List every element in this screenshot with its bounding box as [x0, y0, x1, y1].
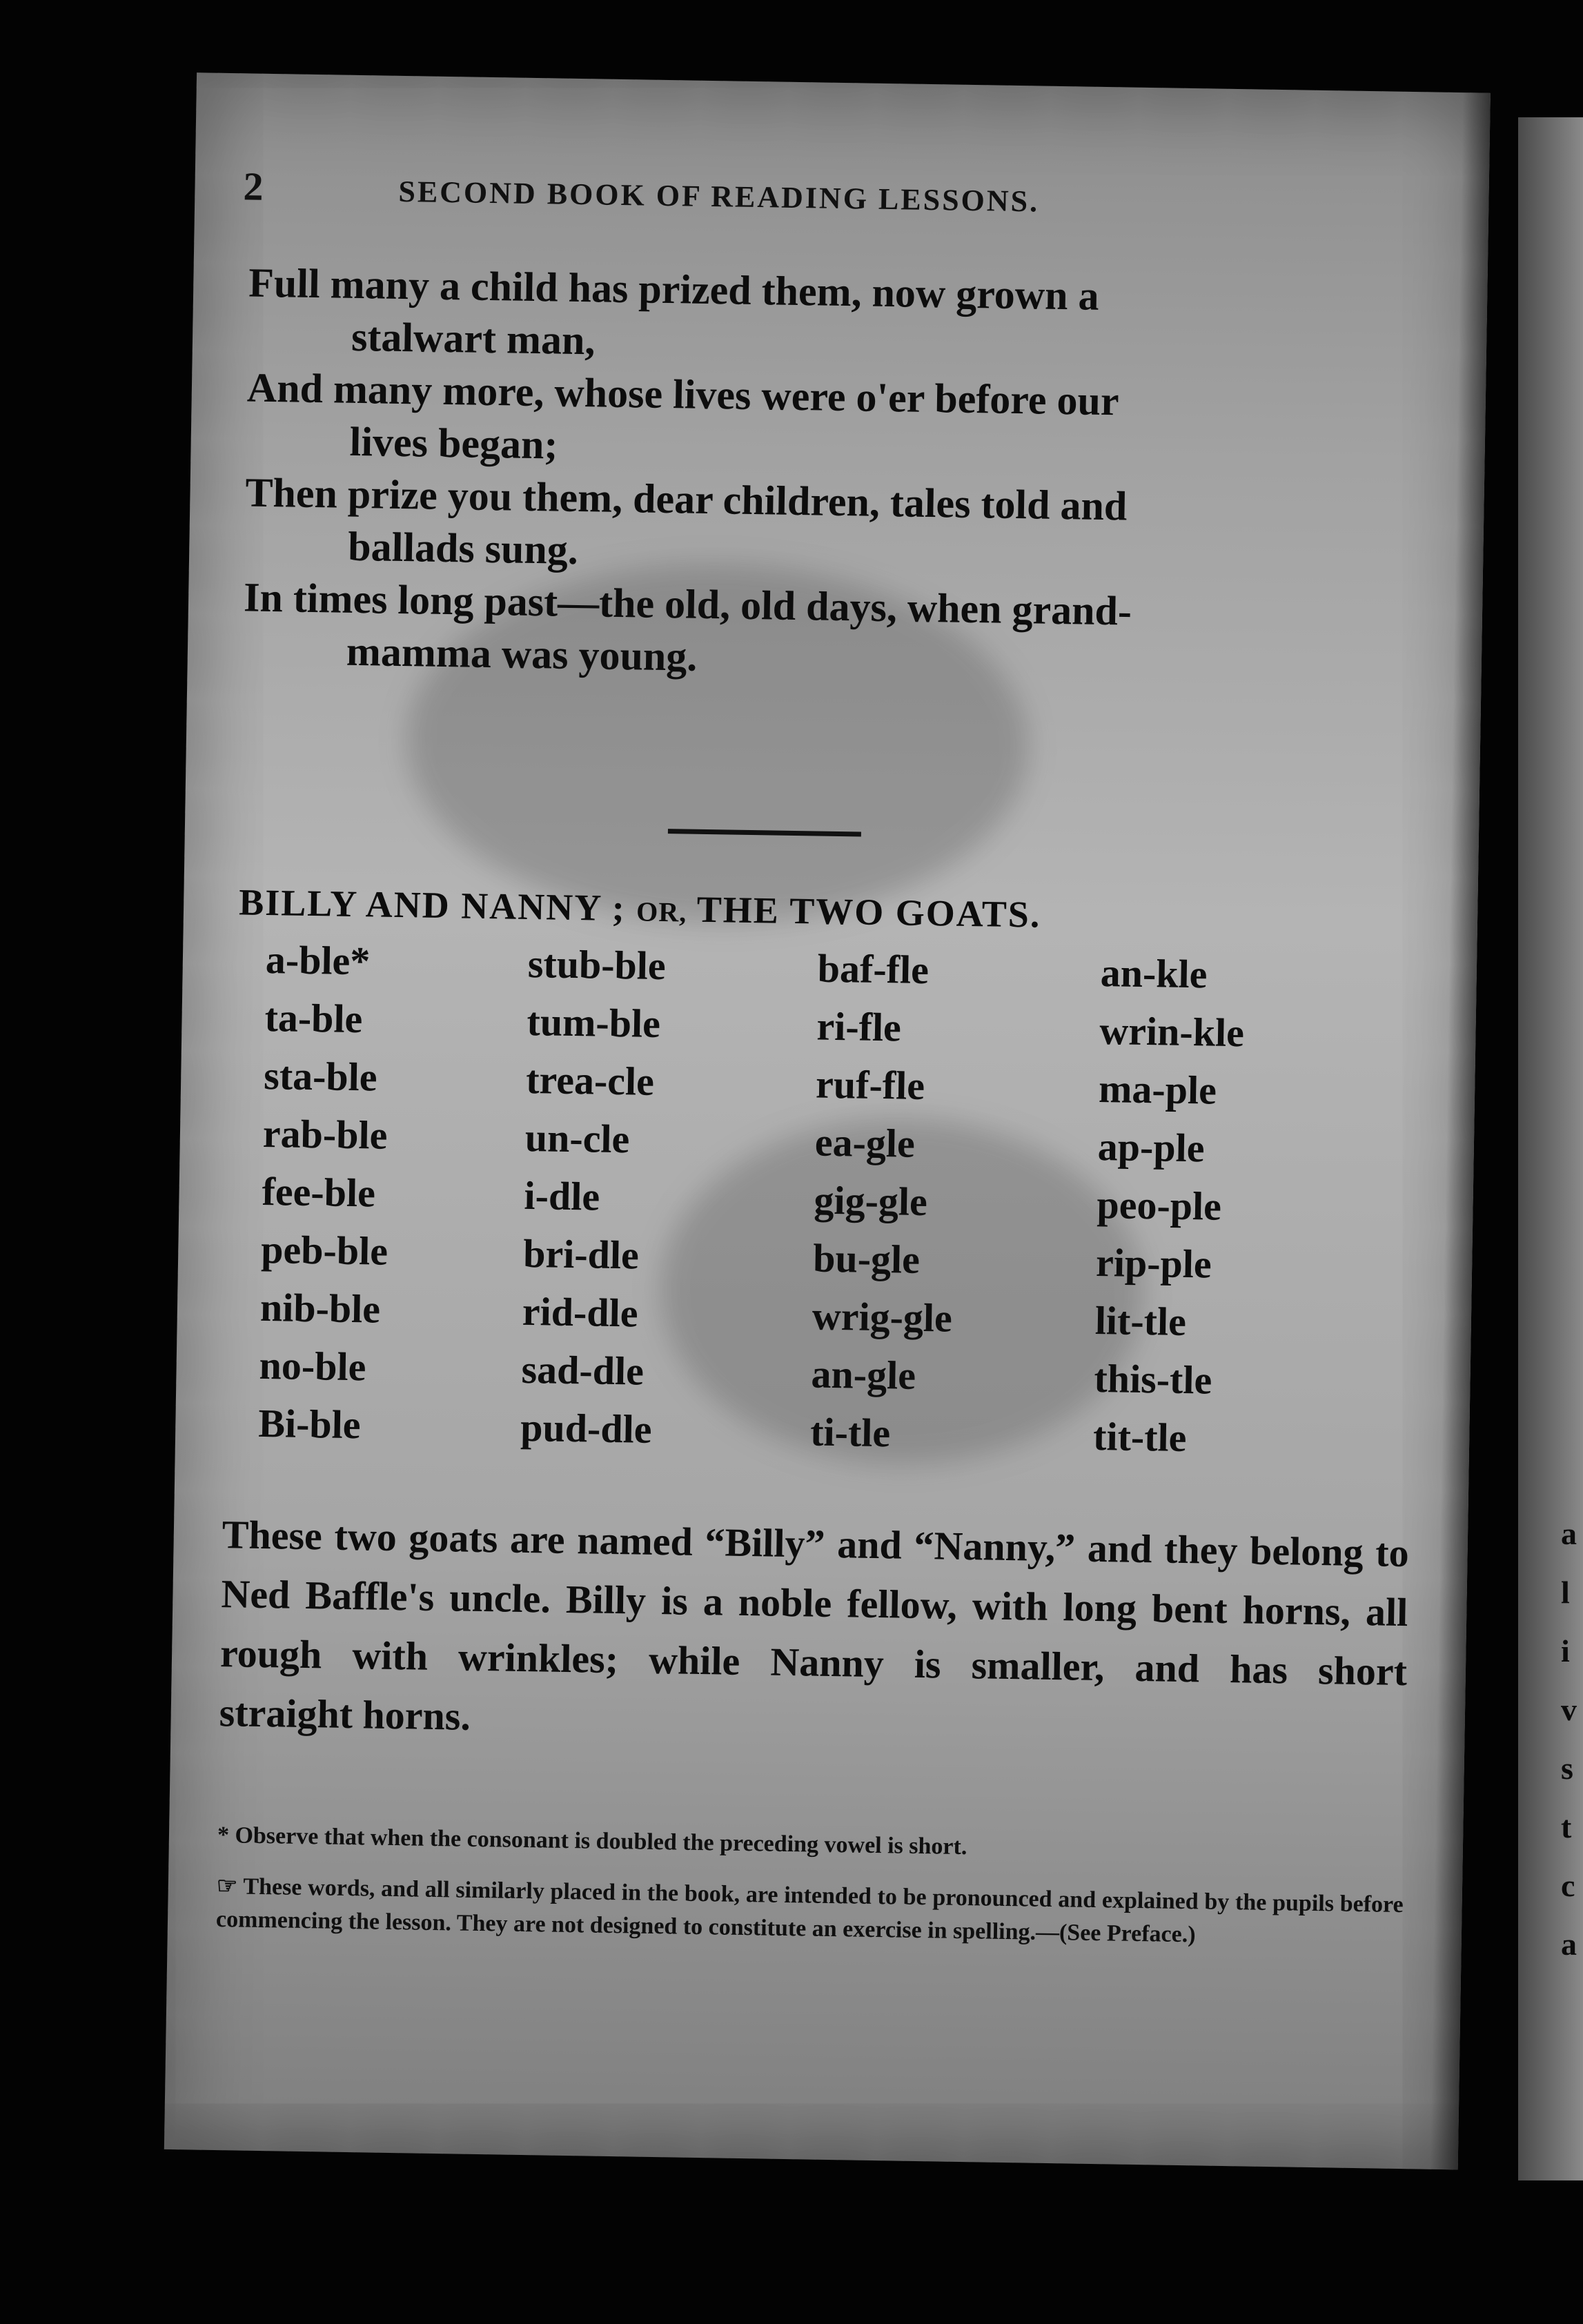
word-item: ap-ple: [1097, 1123, 1206, 1171]
page-number: 2: [243, 164, 264, 209]
poem-line: Full many a child has prized them, now grown a: [248, 259, 1100, 319]
facing-letter: i: [1561, 1633, 1570, 1668]
word-item: a-ble*: [265, 937, 371, 984]
lesson-title-main: BILLY AND NANNY: [238, 881, 602, 929]
word-item: bu-gle: [812, 1235, 921, 1282]
word-column: [258, 936, 529, 1462]
footnote-doubled-consonant: * Observe that when the consonant is doubled the preceding vowel is short.: [217, 1822, 967, 1860]
poem-line: Then prize you them, dear children, tales told and: [245, 469, 1128, 529]
word-item: an-kle: [1100, 950, 1208, 997]
facing-letter: t: [1561, 1809, 1572, 1844]
word-item: tit-tle: [1092, 1413, 1187, 1461]
lesson-title-or: OR,: [636, 896, 687, 928]
word-item: rid-dle: [522, 1288, 639, 1336]
word-item: fee-ble: [262, 1168, 376, 1216]
spelling-word-list: [230, 936, 1425, 1499]
word-item: pud-dle: [520, 1404, 653, 1452]
word-item: tum-ble: [527, 998, 661, 1046]
word-column: [1092, 949, 1363, 1475]
word-item: gig-gle: [814, 1177, 928, 1225]
paragraph-text: These two goats are named “Billy” and “Nanny,” and they belong to Ned Baffle's uncle. Billy is a noble fellow, with long bent horns, all rough with wrinkles; while Nanny is smaller, and has short: [219, 1512, 1410, 1695]
poem-line: mamma was young.: [346, 628, 698, 680]
word-item: rab-ble: [262, 1110, 388, 1158]
word-column: [520, 941, 791, 1466]
word-item: ri-fle: [816, 1003, 902, 1050]
word-item: ea-gle: [814, 1119, 916, 1166]
page-header: [243, 163, 1417, 230]
footnotes: [215, 1819, 1404, 1973]
facing-letter: a: [1561, 1516, 1577, 1551]
facing-page-text: [1561, 1504, 1582, 1973]
word-column: [809, 945, 1080, 1471]
word-item: Bi-ble: [257, 1400, 362, 1448]
facing-letter: c: [1561, 1868, 1575, 1903]
word-item: i-dle: [524, 1172, 600, 1219]
word-item: peo-ple: [1097, 1181, 1222, 1229]
word-item: lit-tle: [1094, 1297, 1187, 1345]
word-item: ti-tle: [809, 1409, 891, 1456]
lesson-title: [239, 880, 1426, 942]
facing-letter: v: [1561, 1692, 1577, 1727]
word-item: ta-ble: [264, 994, 363, 1042]
word-item: an-gle: [811, 1351, 916, 1398]
word-item: wrin-kle: [1099, 1008, 1245, 1056]
poem-line: lives began;: [349, 418, 558, 468]
facing-letter: s: [1561, 1751, 1573, 1786]
word-item: trea-cle: [525, 1056, 655, 1104]
poem-line: And many more, whose lives were o'er before our: [246, 364, 1120, 424]
word-item: ma-ple: [1098, 1065, 1217, 1113]
word-item: sad-dle: [521, 1346, 645, 1394]
book-page: [164, 72, 1491, 2169]
word-item: no-ble: [259, 1342, 366, 1390]
poem-line: In times long past—the old, old days, when grand-: [243, 574, 1132, 634]
facing-letter: a: [1561, 1927, 1577, 1962]
poem-line: ballads sung.: [347, 523, 579, 573]
word-item: ruf-fle: [815, 1061, 925, 1109]
lesson-title-separator: ;: [600, 887, 637, 929]
word-item: peb-ble: [260, 1226, 389, 1274]
word-item: sta-ble: [263, 1052, 378, 1100]
word-item: rip-ple: [1095, 1239, 1212, 1287]
word-item: wrig-gle: [812, 1293, 953, 1341]
word-item: baf-fle: [817, 945, 930, 993]
word-item: stub-ble: [527, 941, 667, 989]
word-item: nib-ble: [259, 1284, 381, 1332]
running-title: SECOND BOOK OF READING LESSONS.: [398, 174, 1040, 219]
paragraph-last-line: straight horns.: [219, 1690, 471, 1739]
word-item: bri-dle: [522, 1230, 640, 1278]
lesson-title-sub: THE TWO GOATS.: [686, 888, 1041, 936]
footnote-pronunciation-note: ☞ These words, and all similarly placed in the book, are intended to be pronounced and explained by the pupils before commencing the lesson. They are not designed to constitute an exercise in spelling.—(See Preface.): [215, 1873, 1404, 1948]
word-item: this-tle: [1094, 1355, 1212, 1403]
word-item: un-cle: [524, 1114, 630, 1162]
facing-letter: l: [1561, 1575, 1570, 1610]
lesson-paragraph: [219, 1505, 1409, 1761]
poem-stanza: [242, 256, 1435, 694]
poem-line: stalwart man,: [351, 313, 596, 364]
